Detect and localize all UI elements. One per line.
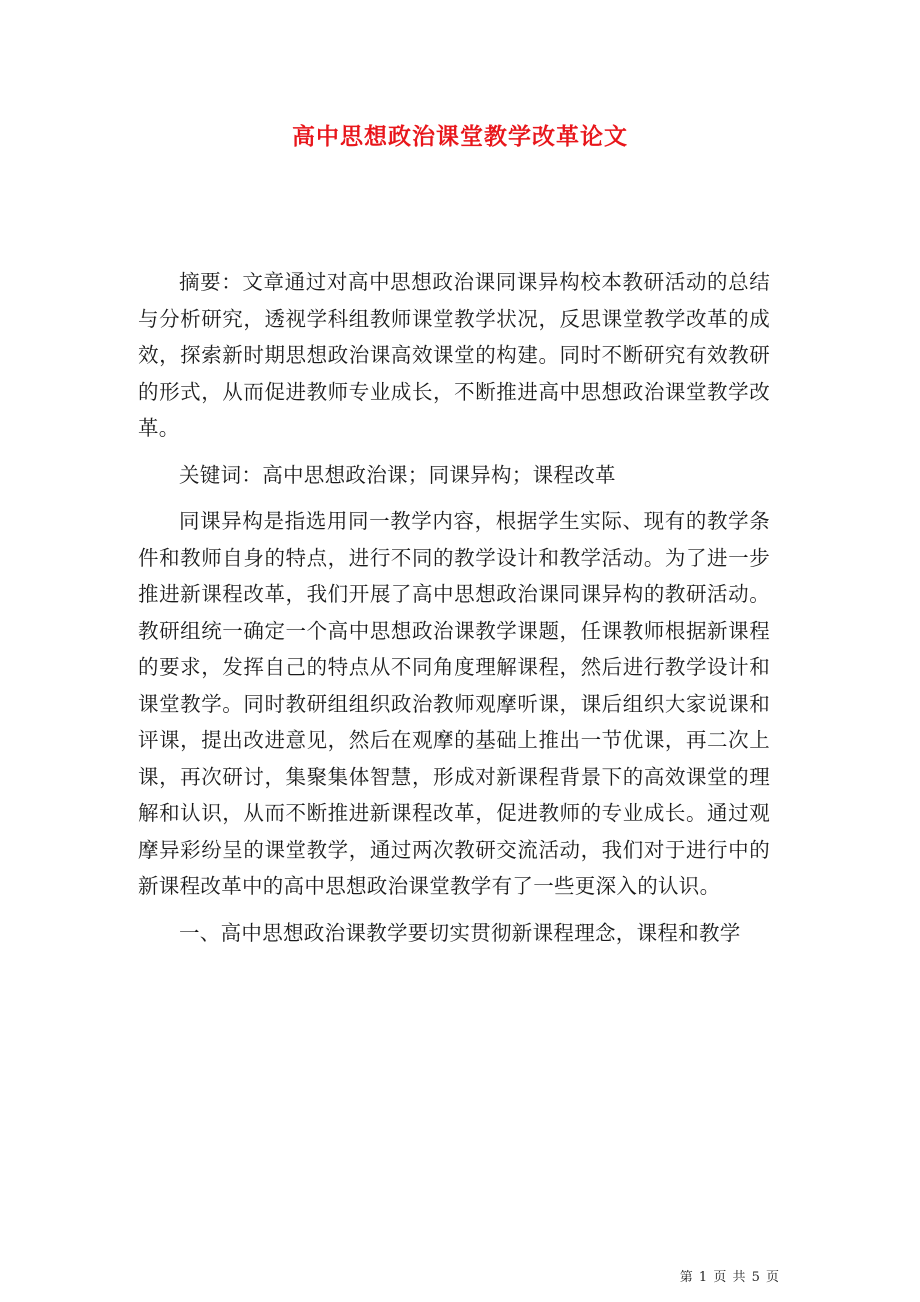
page-number-footer: 第 1 页 共 5 页 <box>679 1270 780 1285</box>
section-heading-paragraph: 一、高中思想政治课教学要切实贯彻新课程理念，课程和教学 <box>179 920 741 945</box>
keywords-paragraph: 关键词：高中思想政治课；同课异构；课程改革 <box>179 462 616 487</box>
intro-paragraph: 同课异构是指选用同一教学内容，根据学生实际、现有的教学条件和教师自身的特点，进行不同的教学设计和教学活动。为了进一步推进新课程改革，我们开展了高中思想政治课同课异构的教研活动。教研组统一确定一个高中思想政治课教学课题，任课教师根据新课程的要求，发挥自己的特点从不同角度理解课程，然后进行教学设计和课堂教学。同时教研组组织政治教师观摩听课，课后组织大家说课和评课，提出改进意见，然后在观摩的基础上推出一节优课，再二次上课，再次研讨，集聚集体智慧，形成对新课程背景下的高效课堂的理解和认识，从而不断推进新课程改革，促进教师的专业成长。通过观摩异彩纷呈的课堂教学，通过两次教研交流活动，我们对于进行中的新课程改革中的高中思想政治课堂教学有了一些更深入的认识。 <box>138 509 770 898</box>
document-body <box>138 264 770 951</box>
document-title: 高中思想政治课堂教学改革论文 <box>292 123 628 150</box>
abstract-paragraph: 摘要：文章通过对高中思想政治课同课异构校本教研活动的总结与分析研究，透视学科组教师课堂教学状况，反思课堂教学改革的成效，探索新时期思想政治课高效课堂的构建。同时不断研究有效教研的形式，从而促进教师专业成长，不断推进高中思想政治课堂教学改革。 <box>138 270 770 440</box>
